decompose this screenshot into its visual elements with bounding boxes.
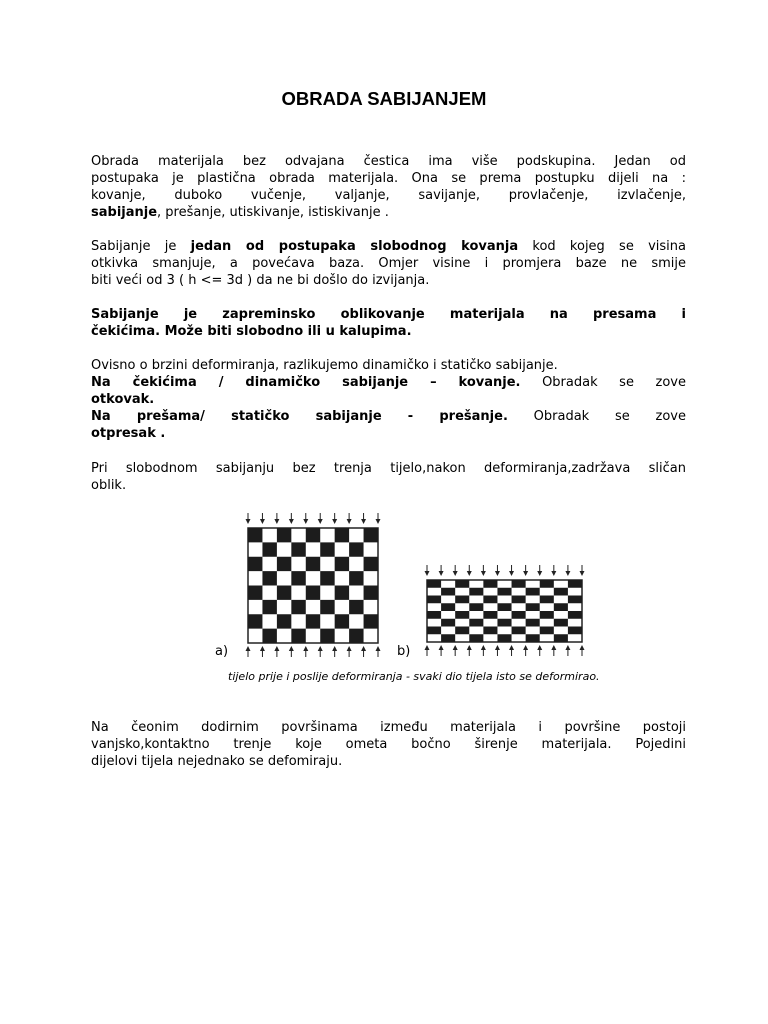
arrowhead-icon	[565, 571, 570, 576]
board-cell	[441, 634, 455, 642]
arrowhead-icon	[467, 645, 472, 650]
board-cell	[427, 596, 441, 604]
board-cell	[262, 571, 276, 585]
text-line: otpresak .	[91, 426, 166, 441]
bold-phrase: Na prešama/ statičko sabijanje - prešanje.	[91, 409, 508, 424]
arrowhead-icon	[260, 519, 265, 524]
arrowhead-icon	[537, 645, 542, 650]
board-cell	[427, 627, 441, 635]
board-cell	[277, 586, 291, 600]
board-cell	[554, 603, 568, 611]
board-cell	[526, 634, 540, 642]
arrowhead-icon	[495, 571, 500, 576]
board-cell	[540, 611, 554, 619]
arrowhead-icon	[439, 645, 444, 650]
board-cell	[497, 619, 511, 627]
board-cell	[554, 634, 568, 642]
paragraph-deformation-types	[91, 357, 686, 442]
board-cell	[526, 603, 540, 611]
text-line: oblik.	[91, 478, 127, 493]
arrowhead-icon	[246, 646, 251, 651]
text-line	[91, 204, 686, 221]
board-cell	[483, 627, 497, 635]
text-fragment: Obradak se zove	[507, 409, 687, 424]
board-cell	[248, 528, 262, 542]
board-cell	[427, 580, 441, 588]
board-cell	[526, 588, 540, 596]
board-cell	[320, 571, 334, 585]
figure-label-a: a)	[215, 644, 229, 659]
arrowhead-icon	[347, 646, 352, 651]
paragraph-bold-statement	[91, 306, 686, 340]
text-fragment: Sabijanje je	[91, 239, 191, 254]
board-cell	[526, 619, 540, 627]
arrowhead-icon	[274, 519, 279, 524]
board-cell	[469, 588, 483, 596]
board-cell	[554, 619, 568, 627]
arrowhead-icon	[523, 571, 528, 576]
board-cell	[469, 603, 483, 611]
arrowhead-icon	[425, 571, 430, 576]
board-cell	[349, 571, 363, 585]
board-cell	[262, 600, 276, 614]
arrowhead-icon	[318, 646, 323, 651]
arrowhead-icon	[332, 519, 337, 524]
arrowhead-icon	[453, 645, 458, 650]
board-cell	[469, 634, 483, 642]
board-cell	[291, 600, 305, 614]
board-cell	[262, 629, 276, 643]
board-cell	[291, 629, 305, 643]
board-cell	[512, 596, 526, 604]
board-cell	[554, 588, 568, 596]
arrowhead-icon	[361, 519, 366, 524]
board-cell	[512, 627, 526, 635]
text-line: vanjsko,kontaktno trenje koje ometa bočno širenje materijala. Pojedini	[91, 737, 686, 752]
arrowhead-icon	[551, 571, 556, 576]
text-line: biti veći od 3 ( h <= 3d ) da ne bi došlo do izvijanja.	[91, 273, 430, 288]
arrowhead-icon	[303, 519, 308, 524]
figure-label-b: b)	[397, 644, 411, 659]
board-cell	[335, 614, 349, 628]
arrowhead-icon	[318, 519, 323, 524]
arrowhead-icon	[565, 645, 570, 650]
board-cell	[320, 629, 334, 643]
board-cell	[455, 580, 469, 588]
arrowhead-icon	[332, 646, 337, 651]
text-line: kovanje, duboko vučenje, valjanje, savijanje, provlačenje, izvlačenje,	[91, 188, 686, 203]
arrowhead-icon	[289, 519, 294, 524]
arrowhead-icon	[495, 645, 500, 650]
board-cell	[320, 600, 334, 614]
bold-phrase: jedan od postupaka slobodnog kovanja	[190, 239, 519, 254]
board-cell	[335, 528, 349, 542]
text-fragment: , prešanje, utiskivanje, istiskivanje .	[157, 205, 389, 220]
board-cell	[277, 557, 291, 571]
arrowhead-icon	[537, 571, 542, 576]
bold-phrase: Na čekićima / dinamičko sabijanje – kovanje.	[91, 375, 521, 390]
text-line: otkovak.	[91, 392, 155, 407]
board-cell	[540, 580, 554, 588]
board-cell	[291, 542, 305, 556]
arrowhead-icon	[439, 571, 444, 576]
board-cell	[248, 557, 262, 571]
board-cell	[483, 611, 497, 619]
arrowhead-icon	[303, 646, 308, 651]
paragraph-intro	[91, 153, 686, 221]
text-line: čekićima. Može biti slobodno ili u kalupima.	[91, 324, 412, 339]
board-cell	[306, 586, 320, 600]
board-cell	[469, 619, 483, 627]
arrowhead-icon	[580, 571, 585, 576]
arrowhead-icon	[453, 571, 458, 576]
arrowhead-icon	[481, 571, 486, 576]
text-line	[91, 374, 686, 391]
text-line: Na čeonim dodirnim površinama između materijala i površine postoji	[91, 720, 686, 735]
board-cell	[427, 611, 441, 619]
upsetting-figure	[205, 505, 595, 660]
board-cell	[349, 600, 363, 614]
figure-caption: tijelo prije i poslije deformiranja - svaki dio tijela isto se deformirao.	[228, 670, 600, 683]
board-cell	[364, 586, 378, 600]
arrowhead-icon	[551, 645, 556, 650]
board-cell	[320, 542, 334, 556]
board-cell	[455, 611, 469, 619]
board-cell	[306, 614, 320, 628]
board-cell	[568, 596, 582, 604]
board-cell	[512, 611, 526, 619]
board-cell	[291, 571, 305, 585]
arrowhead-icon	[289, 646, 294, 651]
board-cell	[364, 557, 378, 571]
arrowhead-icon	[481, 645, 486, 650]
text-line: Ovisno o brzini deformiranja, razlikujemo dinamičko i statičko sabijanje.	[91, 358, 558, 373]
figure-a-before-deformation	[246, 513, 381, 657]
arrowhead-icon	[509, 645, 514, 650]
arrowhead-icon	[523, 645, 528, 650]
board-cell	[497, 588, 511, 596]
arrowhead-icon	[246, 519, 251, 524]
arrowhead-icon	[260, 646, 265, 651]
board-cell	[441, 588, 455, 596]
board-cell	[483, 596, 497, 604]
arrowhead-icon	[274, 646, 279, 651]
board-cell	[568, 580, 582, 588]
text-line	[91, 238, 686, 255]
board-cell	[441, 603, 455, 611]
board-cell	[540, 596, 554, 604]
board-cell	[277, 614, 291, 628]
text-line: Obrada materijala bez odvajana čestica ima više podskupina. Jedan od	[91, 154, 686, 169]
arrowhead-icon	[376, 646, 381, 651]
board-cell	[349, 542, 363, 556]
board-cell	[248, 586, 262, 600]
board-cell	[512, 580, 526, 588]
board-cell	[455, 596, 469, 604]
board-cell	[349, 629, 363, 643]
board-cell	[335, 557, 349, 571]
board-cell	[497, 603, 511, 611]
board-cell	[568, 611, 582, 619]
board-cell	[497, 634, 511, 642]
board-cell	[277, 528, 291, 542]
board-cell	[262, 542, 276, 556]
text-line: Sabijanje je zapreminsko oblikovanje materijala na presama i	[91, 307, 686, 322]
document-title: OBRADA SABIJANJEM	[281, 88, 487, 109]
board-cell	[455, 627, 469, 635]
figure-b-after-deformation	[425, 565, 585, 656]
board-cell	[441, 619, 455, 627]
board-cell	[568, 627, 582, 635]
text-line	[91, 408, 686, 425]
arrowhead-icon	[425, 645, 430, 650]
board-cell	[364, 614, 378, 628]
bold-term: sabijanje	[91, 205, 158, 220]
text-line: dijelovi tijela nejednako se defomiraju.	[91, 754, 343, 769]
text-line: otkivka smanjuje, a povećava baza. Omjer visine i promjera baze ne smije	[91, 256, 686, 271]
paragraph-friction	[91, 719, 686, 770]
arrowhead-icon	[467, 571, 472, 576]
board-cell	[306, 528, 320, 542]
arrowhead-icon	[347, 519, 352, 524]
text-line: Pri slobodnom sabijanju bez trenja tijelo,nakon deformiranja,zadržava sličan	[91, 461, 686, 476]
text-line: postupaka je plastična obrada materijala. Ona se prema postupku dijeli na :	[91, 171, 686, 186]
arrowhead-icon	[376, 519, 381, 524]
board-cell	[540, 627, 554, 635]
board-cell	[364, 528, 378, 542]
paragraph-definition	[91, 238, 686, 289]
arrowhead-icon	[361, 646, 366, 651]
arrowhead-icon	[509, 571, 514, 576]
text-fragment: Obradak se zove	[520, 375, 686, 390]
arrowhead-icon	[580, 645, 585, 650]
text-fragment: kod kojeg se visina	[518, 239, 686, 254]
board-cell	[306, 557, 320, 571]
board-cell	[335, 586, 349, 600]
board-cell	[248, 614, 262, 628]
paragraph-free-upsetting	[91, 460, 686, 494]
board-cell	[483, 580, 497, 588]
